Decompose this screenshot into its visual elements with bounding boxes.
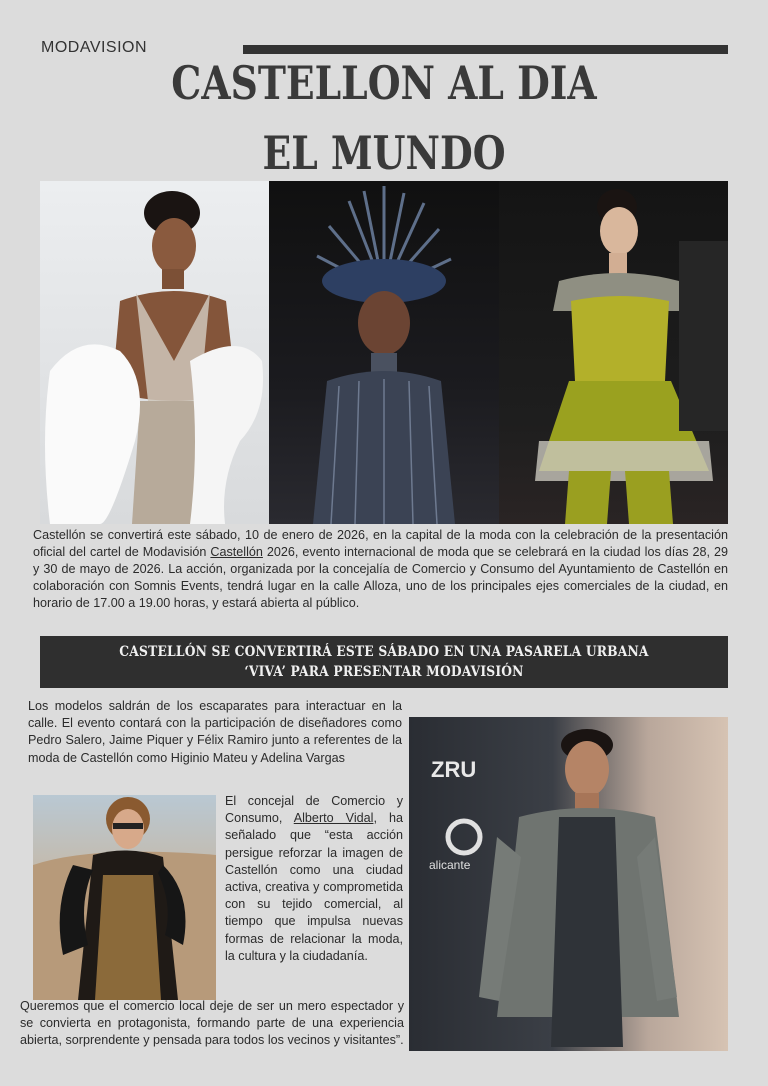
headline-line-2: EL MUNDO (262, 126, 506, 180)
body-paragraph-3: Queremos que el comercio local deje de ser un mero espectador y se convierta en protagonista, formando parte de una experiencia abierta, sorprendente y pensada para todos los vecinos y visitantes”. (20, 999, 404, 1048)
photo-male-model-runway (409, 717, 728, 1051)
quote-text-start: El concejal de Comercio y Consumo, (225, 794, 403, 826)
runway-sign-text: ZRU (431, 757, 477, 782)
castellon-link[interactable]: Castellón (210, 545, 263, 560)
headline-line-1: CASTELLON AL DIA (171, 56, 597, 110)
photo-model-white-feathers (40, 181, 269, 524)
section-banner (40, 636, 728, 688)
runway-sign-text-2: alicante (429, 858, 471, 872)
intro-text-end: 2026, evento internacional de moda que se celebrará en la ciudad los días 28, 29 y 30 de mayo de 2026. La acción, organizada por la concejalía de Comercio y Consumo del Ayuntamiento de Castellón en colaboración con Somnis Events, tendrá lugar en la calle Alloza, uno de los principales ejes comerciales de la ciudad, en horario de 17.00 a 19.00 horas, y estará abierta al público. (33, 545, 728, 611)
banner-text: CASTELLÓN SE CONVERTIRÁ ESTE SÁBADO EN UNA PASARELA URBANA ‘VIVA’ PARA PRESENTAR MODAVISIÓN (119, 644, 649, 680)
photo-woman-desert (33, 795, 216, 1000)
brand-label: MODAVISION (41, 39, 148, 56)
alberto-vidal-link[interactable]: Alberto Vidal (293, 811, 374, 826)
photo-model-yellow-dress (499, 181, 728, 524)
header-rule (243, 45, 728, 54)
intro-text-start: Castellón se convertirá este sábado, 10 de enero de 2026, en la capital de la moda con la celebración de la presentación oficial del cartel de Modavisión (33, 528, 728, 560)
body-paragraph-2 (225, 793, 403, 965)
intro-paragraph (33, 527, 728, 612)
photo-model-headpiece (269, 181, 499, 524)
body-paragraph-1: Los modelos saldrán de los escaparates para interactuar en la calle. El evento contará con la participación de diseñadores como Pedro Salero, Jaime Piquer y Félix Ramiro junto a referentes de la moda de Castellón como Higinio Mateu y Adelina Vargas (28, 699, 402, 765)
quote-text-end: , ha señalado que “esta acción persigue reforzar la imagen de Castellón como una ciudad activa, creativa y comprometida con su tejido comercial, al tiempo que impulsa nuevas formas de relacionar la moda, la cultura y la ciudadanía. (225, 811, 403, 963)
